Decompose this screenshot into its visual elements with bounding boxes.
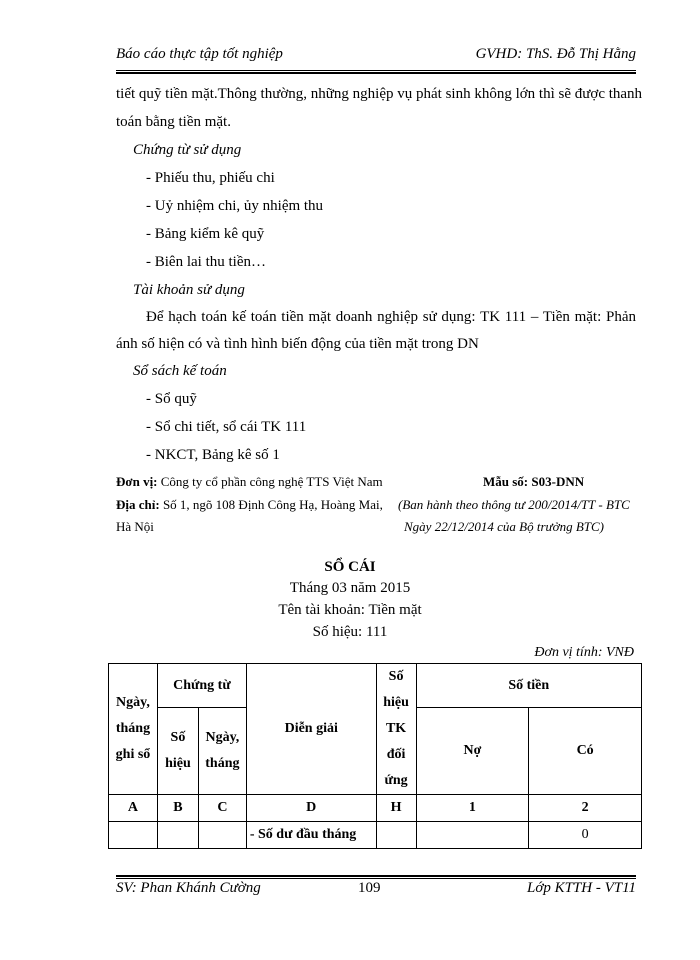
section-title-accounts: Tài khoản sử dụng bbox=[133, 282, 245, 298]
header-debit: Nợ bbox=[416, 708, 529, 795]
ledger-title: SỔ CÁI bbox=[324, 559, 376, 575]
ledger-table bbox=[108, 663, 642, 849]
header-credit: Có bbox=[529, 708, 642, 795]
header-contra-account: Số hiệu TK đối ứng bbox=[376, 664, 416, 795]
form-unit-value: Công ty cổ phần công nghệ TTS Việt Nam bbox=[160, 474, 383, 489]
list-item: - Sổ quỹ bbox=[146, 391, 197, 407]
form-unit-label: Đơn vị: bbox=[116, 474, 158, 489]
header-voucher: Chứng từ bbox=[157, 664, 246, 708]
paragraph-line: Để hạch toán kế toán tiền mặt doanh nghiệp sử dụng: TK 111 – Tiền mặt: Phản bbox=[146, 309, 636, 325]
list-item: - Sổ chi tiết, sổ cái TK 111 bbox=[146, 419, 307, 435]
ledger-account-number: Số hiệu: 111 bbox=[312, 624, 388, 640]
form-unit bbox=[116, 474, 383, 490]
header-description: Diễn giải bbox=[246, 664, 376, 795]
footer-rule bbox=[116, 878, 636, 879]
opening-balance-credit: 0 bbox=[529, 822, 642, 849]
page-number: 109 bbox=[358, 880, 381, 896]
form-issued-note: (Ban hành theo thông tư 200/2014/TT - BTC bbox=[398, 497, 630, 512]
section-title-books: Sổ sách kế toán bbox=[133, 363, 227, 379]
form-issued-note: Ngày 22/12/2014 của Bộ trưởng BTC) bbox=[404, 519, 604, 534]
footer-class: Lớp KTTH - VT11 bbox=[526, 880, 636, 896]
header-rule bbox=[116, 72, 636, 74]
list-item: - NKCT, Bảng kê số 1 bbox=[146, 447, 280, 463]
list-item: - Biên lai thu tiền… bbox=[146, 254, 266, 270]
currency-unit: Đơn vị tính: VNĐ bbox=[534, 645, 634, 660]
form-address-label: Địa chỉ: bbox=[116, 497, 160, 512]
form-number: Mẫu số: S03-DNN bbox=[483, 474, 585, 489]
form-address-value: Số 1, ngõ 108 Định Công Hạ, Hoàng Mai, bbox=[162, 497, 383, 512]
footer-rule bbox=[116, 875, 636, 877]
list-item: - Phiếu thu, phiếu chi bbox=[146, 170, 275, 186]
header-supervisor: GVHD: ThS. Đỗ Thị Hằng bbox=[475, 46, 636, 62]
page-header bbox=[116, 42, 636, 71]
form-address-line2: Hà Nội bbox=[116, 519, 154, 534]
footer-student: SV: Phan Khánh Cường bbox=[116, 880, 261, 896]
header-voucher-number: Số hiệu bbox=[157, 708, 198, 795]
table-row bbox=[109, 822, 642, 849]
list-item: - Bảng kiểm kê quỹ bbox=[146, 226, 265, 242]
form-address bbox=[116, 497, 383, 513]
header-date: Ngày, tháng ghi sổ bbox=[109, 664, 158, 795]
paragraph-line: tiết quỹ tiền mặt.Thông thường, những nghiệp vụ phát sinh không lớn thì sẽ được thanh bbox=[116, 86, 643, 102]
header-voucher-date: Ngày, tháng bbox=[198, 708, 246, 795]
opening-balance-label: - Số dư đầu tháng bbox=[246, 822, 376, 849]
paragraph-line: ánh số hiện có và tình hình biến động của tiền mặt trong DN bbox=[116, 336, 479, 352]
section-title-vouchers: Chứng từ sử dụng bbox=[133, 142, 242, 158]
paragraph-line: toán bằng tiền mặt. bbox=[116, 114, 231, 130]
header-amount: Số tiền bbox=[416, 664, 641, 708]
list-item: - Uỷ nhiệm chi, ủy nhiệm thu bbox=[146, 198, 324, 214]
ledger-account-name: Tên tài khoản: Tiền mặt bbox=[278, 602, 422, 618]
ledger-month: Tháng 03 năm 2015 bbox=[289, 580, 411, 596]
header-report-title: Báo cáo thực tập tốt nghiệp bbox=[116, 46, 283, 62]
table-code-row: A B C D H 1 2 bbox=[109, 795, 642, 822]
